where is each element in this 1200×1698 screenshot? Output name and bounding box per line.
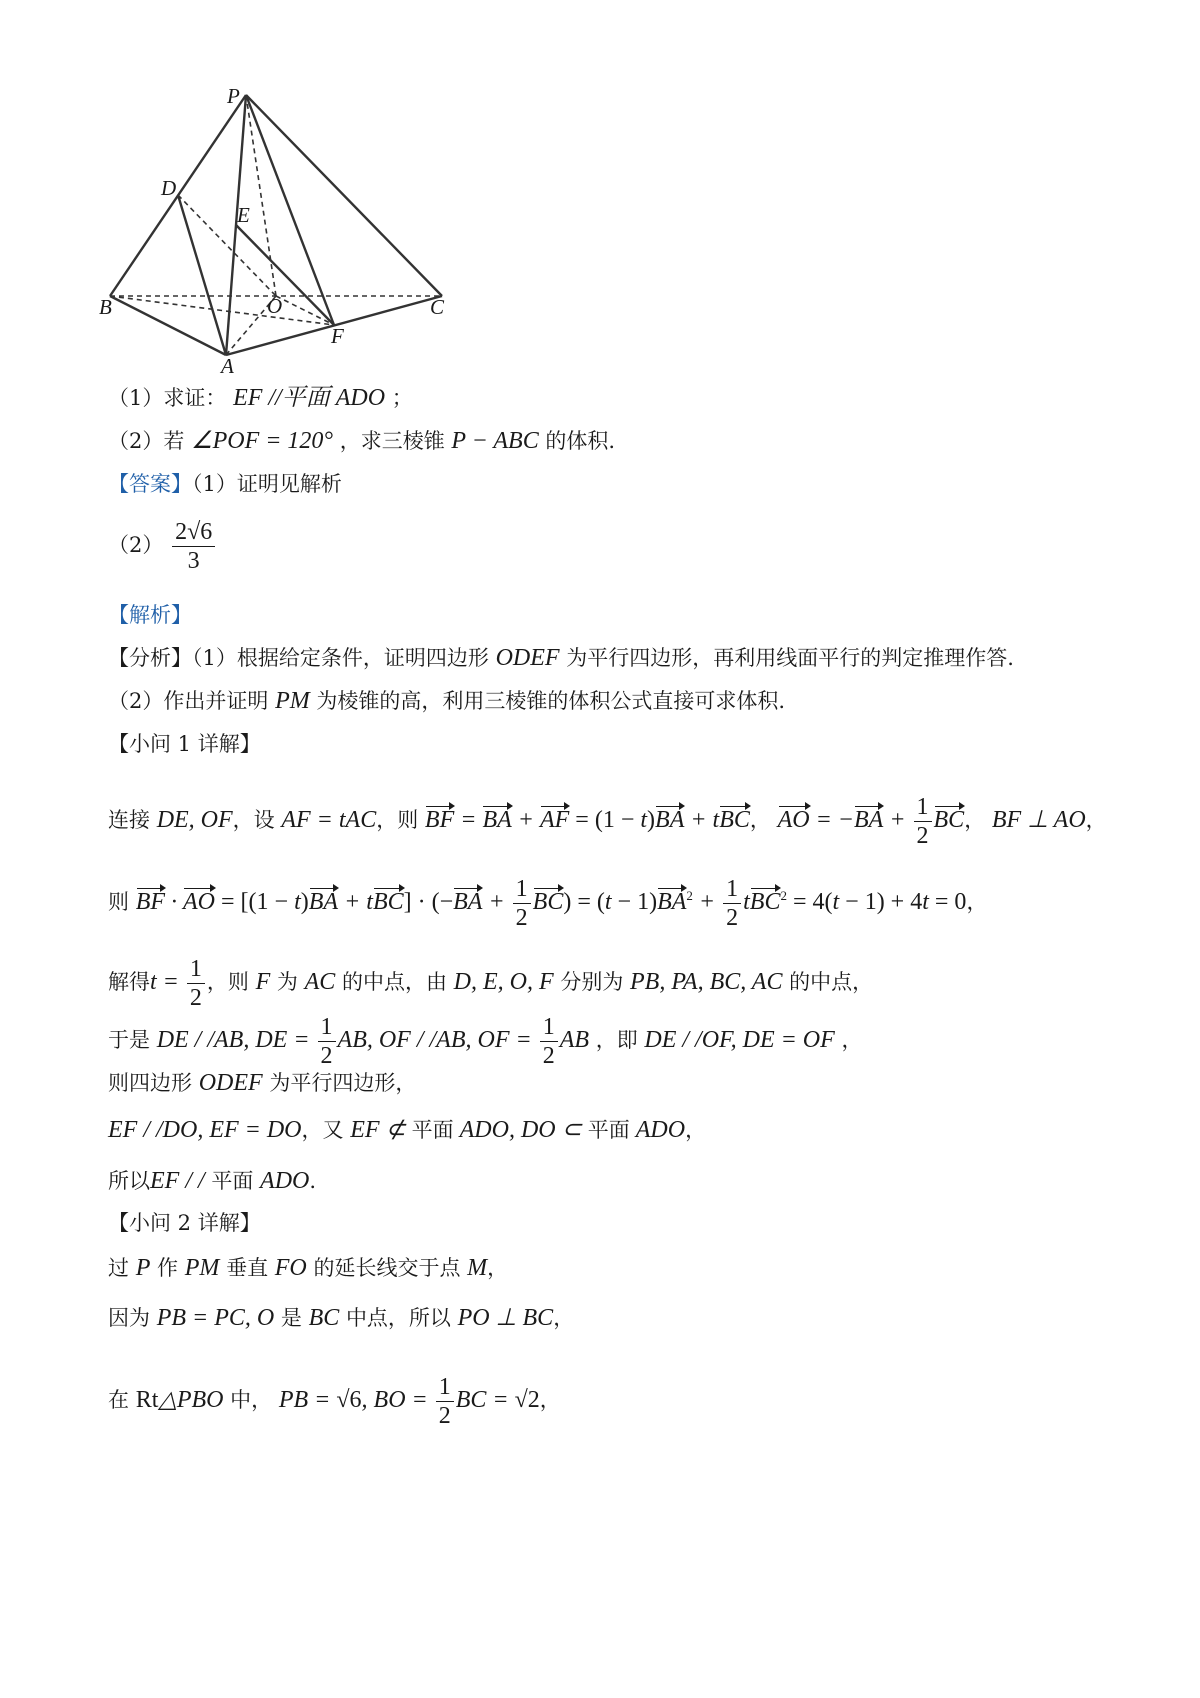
question-1 bbox=[108, 383, 413, 413]
s1l7-b: 平面 bbox=[211, 1169, 254, 1193]
s2l2-d: ， bbox=[553, 1306, 575, 1330]
s2l1-M: M bbox=[467, 1255, 488, 1281]
s1l3-e: 分别为 bbox=[560, 970, 624, 995]
s1l4-relations: DE / /AB, DE = $\frac{1}{2}$ AB, OF / /AB, OF = $\frac{1}{2}$ AB bbox=[156, 1014, 590, 1069]
label-F: F bbox=[331, 324, 344, 348]
s1l6-b: ， bbox=[685, 1118, 707, 1142]
s1l3-f: 的中点， bbox=[789, 970, 874, 995]
sub1-line-1: 连接 DE, OF，设 AF = tAC，则 BF = BA + AF = (1 − t)BA + tBC， AO = −BA + $\frac{1}{2}$ BC， BF ⊥ AO， bbox=[108, 794, 1107, 849]
s1l2-a: 则 bbox=[108, 890, 129, 915]
s2l1-d: 的延长线交于点 bbox=[313, 1256, 461, 1280]
s1l7-m: EF / / bbox=[150, 1168, 205, 1194]
fenxi2-math: PM bbox=[275, 688, 310, 714]
q2-suffix: 的体积. bbox=[545, 429, 616, 453]
edge-EF bbox=[236, 225, 334, 325]
s2l3-b: 中， bbox=[230, 1388, 273, 1413]
answer-tag: 【答案】 bbox=[108, 472, 192, 496]
s1l6-m2: EF ⊄ 平面 ADO, DO ⊂ 平面 ADO bbox=[350, 1117, 686, 1143]
s2l2-c: 中点，所以 bbox=[345, 1306, 451, 1330]
s1l6-a: ，又 bbox=[301, 1118, 344, 1142]
s1l3-segments: PB, PA, BC, AC bbox=[630, 969, 783, 996]
answer-part2-prefix: （2） bbox=[108, 533, 164, 557]
sub1-title bbox=[108, 729, 261, 759]
s1l3-AC: AC bbox=[304, 969, 336, 996]
s1l4-conclusion: DE / /OF, DE = OF bbox=[644, 1027, 835, 1054]
s1l4-a: 于是 bbox=[108, 1028, 150, 1053]
sub1-line-5 bbox=[108, 1068, 416, 1098]
s1l3-F: F bbox=[255, 969, 271, 996]
sub2-line-3 bbox=[108, 1373, 561, 1430]
s1l1-perp: BF ⊥ AO bbox=[991, 807, 1086, 834]
sub2-line-1 bbox=[108, 1253, 508, 1283]
s1l1-a: 连接 bbox=[108, 808, 150, 833]
s2l3-c: ， bbox=[539, 1388, 561, 1413]
q2-math2: P − ABC bbox=[451, 428, 539, 454]
edge-BA bbox=[110, 296, 226, 355]
s2l1-b: 作 bbox=[157, 1256, 179, 1280]
s1l7-a: 所以 bbox=[108, 1169, 150, 1193]
s1l1-vector-ao: AO = −BA + $\frac{1}{2}$ BC bbox=[777, 794, 965, 849]
s1l3-b: ，则 bbox=[206, 970, 249, 995]
s1l2-dot-product: BF · AO = [(1 − t)BA + tBC] · (−BA + $\frac{1}{2}$ $BC) = (t - 1)BA^2$ + $\frac{1}{2}$ tBC$^2$ = 4(t − 1) + 4t = 0 bbox=[135, 876, 967, 931]
fenxi2-text-b: 为棱锥的高，利用三棱锥的体积公式直接可求体积. bbox=[316, 689, 786, 713]
sub2-title bbox=[108, 1208, 261, 1238]
s1l7-c: . bbox=[309, 1169, 317, 1193]
sub2-line-2 bbox=[108, 1303, 574, 1333]
s1l7-m2: ADO bbox=[260, 1168, 310, 1194]
s1l3-c: 为 bbox=[276, 970, 298, 995]
sub1-line-6 bbox=[108, 1115, 706, 1145]
answer-line-2 bbox=[108, 518, 217, 575]
question-2 bbox=[108, 426, 615, 456]
s1l3-a: 解得 bbox=[108, 970, 150, 995]
analysis-tag bbox=[108, 600, 192, 630]
s2l1-FO: FO bbox=[274, 1255, 307, 1281]
label-O: O bbox=[267, 294, 283, 318]
s1l1-b: ，设 bbox=[232, 808, 275, 833]
q2-math: ∠POF = 120° bbox=[191, 428, 334, 454]
s1l3-points: D, E, O, F bbox=[453, 969, 554, 996]
s2l2-BC: BC bbox=[308, 1305, 340, 1331]
answer-den: 3 bbox=[187, 548, 200, 574]
s1l1-m2: AF = tAC bbox=[281, 807, 377, 834]
q1-prefix: （1）求证： bbox=[108, 386, 227, 410]
fenxi1-text-b: 为平行四边形，再利用线面平行的判定推理作答. bbox=[566, 646, 1014, 670]
label-B: B bbox=[99, 295, 112, 319]
label-D: D bbox=[161, 176, 177, 200]
sub1-line-4 bbox=[108, 1013, 862, 1070]
s2l3-triangle: Rt△PBO bbox=[135, 1387, 224, 1414]
s2l1-P: P bbox=[135, 1255, 151, 1281]
s1l1-c: ，则 bbox=[376, 808, 419, 833]
sub2-title-text: 【小问 2 详解】 bbox=[108, 1211, 261, 1235]
s2l1-e: ， bbox=[487, 1256, 509, 1280]
q1-math: EF //平面 ADO bbox=[233, 385, 386, 411]
s2l1-PM: PM bbox=[184, 1255, 220, 1281]
label-P: P bbox=[227, 84, 240, 108]
s2l2-a: 因为 bbox=[108, 1306, 150, 1330]
dash-BF bbox=[110, 296, 334, 325]
s2l1-c: 垂直 bbox=[226, 1256, 269, 1280]
sub1-line-7 bbox=[108, 1166, 316, 1196]
sub1-line-3 bbox=[108, 955, 873, 1012]
fenxi1-text-a: （1）根据给定条件，证明四边形 bbox=[192, 646, 489, 670]
fenxi-tag: 【分析】 bbox=[108, 646, 192, 670]
edge-DA bbox=[178, 195, 226, 355]
s1l1-vector-eq: BF = BA + AF = (1 − t)BA + tBC bbox=[424, 807, 750, 834]
q2-prefix: （2）若 bbox=[108, 429, 185, 453]
fenxi-line-1 bbox=[108, 643, 1014, 673]
label-A: A bbox=[221, 354, 234, 378]
fenxi-line-2 bbox=[108, 686, 785, 716]
fenxi1-math: ODEF bbox=[495, 645, 560, 671]
jiexi-tag: 【解析】 bbox=[108, 603, 192, 627]
label-C: C bbox=[430, 295, 445, 319]
s1l5-a: 则四边形 bbox=[108, 1071, 192, 1095]
answer-line-1 bbox=[108, 469, 342, 499]
s2l1-a: 过 bbox=[108, 1256, 129, 1280]
s2l2-perp: PO ⊥ BC bbox=[457, 1305, 554, 1331]
s1l5-b: 为平行四边形， bbox=[269, 1071, 417, 1095]
s2l3-a: 在 bbox=[108, 1388, 129, 1413]
edge-PF bbox=[246, 95, 334, 325]
answer-fraction bbox=[172, 518, 215, 575]
dash-PO bbox=[246, 95, 276, 296]
s1l3-t-eq: t = $\frac{1}{2}$ bbox=[150, 969, 207, 995]
label-E: E bbox=[237, 203, 250, 227]
q1-suffix: ； bbox=[391, 386, 413, 410]
fenxi2-text-a: （2）作出并证明 bbox=[108, 689, 269, 713]
s1l4-c: ， bbox=[841, 1028, 863, 1053]
s1l3-d: 的中点，由 bbox=[341, 970, 447, 995]
answer-part1: （1）证明见解析 bbox=[192, 472, 342, 496]
s2l2-eq: PB = PC, O bbox=[156, 1305, 275, 1331]
s2l3-values: PB = √6, BO = $\frac{1}{2}$ BC = √2 bbox=[278, 1374, 540, 1429]
s1l6-m1: EF / /DO, EF = DO bbox=[108, 1117, 302, 1143]
q2-mid: ，求三棱锥 bbox=[339, 429, 445, 453]
sub1-line-2: 则 BF · AO = [(1 − t)BA + tBC] · (−BA + $\frac{1}{2}$ $BC) = (t - 1)BA^2$ + $\frac{1}{2}$ tBC$^2$ = 4(t − 1) + 4t = 0， bbox=[108, 876, 988, 931]
geometry-figure bbox=[0, 0, 480, 400]
sub1-title-text: 【小问 1 详解】 bbox=[108, 732, 261, 756]
s2l2-b: 是 bbox=[280, 1306, 302, 1330]
s1l4-b: ，即 bbox=[595, 1028, 638, 1053]
s1l5-m: ODEF bbox=[198, 1070, 263, 1096]
s1l1-m1: DE, OF bbox=[156, 807, 233, 834]
answer-num: 2√6 bbox=[172, 518, 215, 547]
